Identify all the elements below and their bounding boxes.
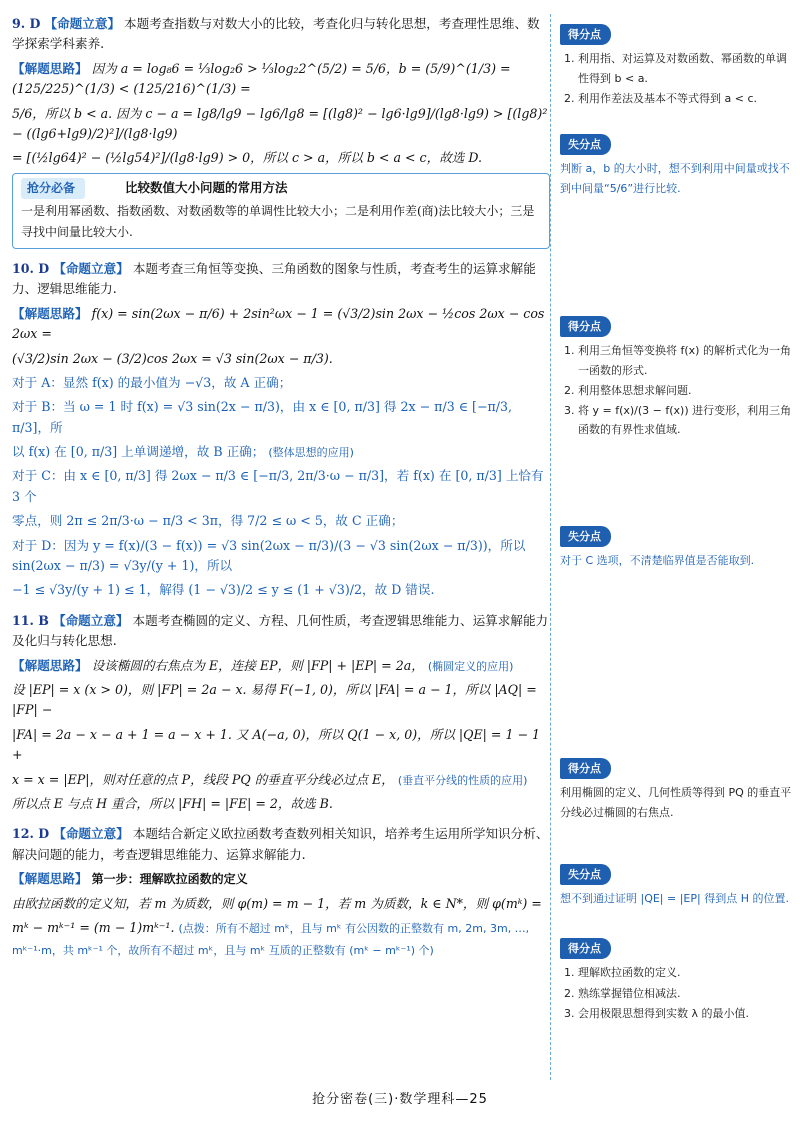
score-point-badge: 得分点 [560,938,611,959]
question-11 [12,611,550,815]
q10-option-d-1: 对于 D：因为 y = f(x)/(3 − f(x)) = √3 sin(2ωx − π/3)/(3 − √3 sin(2ωx − π/3))，所以 sin(2ωx − π/3) = √3y/(y + 1)，所以 [12,537,526,574]
q11-line-4: x = x = |EP|，则对任意的点 P，线段 PQ 的垂直平分线必过点 E， [12,771,394,787]
q10-option-b-1: 对于 B：当 ω = 1 时 f(x) = √3 sin(2x − π/3)，由 x ∈ [0, π/3] 得 2x − π/3 ∈ [−π/3, π/3]，所 [12,399,513,435]
q11-tag-solution: 【解题思路】 [12,657,88,673]
q10-option-d-2: −1 ≤ √3y/(y + 1) ≤ 1，解得 (1 − √3)/2 ≤ y ≤ (1 + √3)/2，故 D 错误. [12,582,435,598]
sidebar-q10-loss-text: 对于 C 选项，不清楚临界值是否能取到. [560,554,755,568]
sidebar-q12-score-item-1: 1. 理解欧拉函数的定义. [578,963,792,982]
solutions-column [12,14,550,970]
q11-line-1-note: (椭圆定义的应用) [427,659,514,673]
sidebar-q10-score [560,316,792,441]
q10-option-b-2: 以 f(x) 在 [0, π/3] 上单调递增，故 B 正确； [12,444,265,460]
q12-tag-intent: 【命题立意】 [53,826,129,842]
q10-tag-intent: 【命题立意】 [53,260,129,276]
loss-point-badge: 失分点 [560,864,611,885]
loss-point-badge: 失分点 [560,134,611,155]
sidebar-q11-loss [560,864,792,909]
sidebar-q12-score-item-2: 2. 熟练掌握错位相减法. [578,984,792,1003]
q9-tag-solution: 【解题思路】 [12,60,88,76]
question-9 [12,14,550,249]
tip-box-body: 一是利用幂函数、指数函数、对数函数等的单调性比较大小；二是利用作差(商)法比较大小；三是寻找中间量比较大小. [21,204,535,239]
sidebar-q9-loss [560,134,792,198]
q9-tag-intent: 【命题立意】 [44,16,121,31]
q10-line-1: f(x) = sin(2ωx − π/6) + 2sin²ωx − 1 = (√3/2)sin 2ωx − ½cos 2ωx − cos 2ωx = [12,305,545,342]
score-point-badge: 得分点 [560,24,611,45]
q10-intent: 本题考查三角恒等变换、三角函数的图象与性质，考查考生的运算求解能力、逻辑思维能力. [12,260,536,297]
page-footer: 抢分密卷(三)·数学理科—25 [312,1092,488,1107]
sidebar-q9-score-item-2: 2. 利用作差法及基本不等式得到 a < c. [578,89,792,108]
q12-line-1: 由欧拉函数的定义知，若 m 为质数，则 φ(m) = m − 1，若 m 为质数，k ∈ N*，则 φ(mᵏ) = [12,895,542,911]
sidebar-q10-score-item-2: 2. 利用整体思想求解问题. [578,381,792,400]
q12-number: 12. D [12,826,50,842]
q11-line-1: 设该椭圆的右焦点为 E，连接 EP，则 |FP| + |EP| = 2a， [91,657,424,673]
sidebar-q10-score-item-1: 1. 利用三角恒等变换将 f(x) 的解析式化为一角一函数的形式. [578,341,792,380]
q10-option-c-2: 零点，则 2π ≤ 2π/3·ω − π/3 < 3π，得 7/2 ≤ ω < 5，故 C 正确； [12,513,404,529]
q10-number: 10. D [12,260,50,276]
tip-box-label: 抢分必备 [21,178,85,199]
q11-number: 11. B [12,612,49,628]
q9-line-3: = [(½lg64)² − (½lg54)²]/(lg8·lg9) > 0，所以 c > a，所以 b < a < c，故选 D. [12,150,483,166]
question-12 [12,824,550,960]
q10-option-b-note: (整体思想的应用) [268,446,354,460]
q12-step-1: 第一步：理解欧拉函数的定义 [91,872,248,887]
q12-line-2-note: (点拨：所有不超过 mᵏ，且与 mᵏ 有公因数的正整数有 m, 2m, 3m, …, [178,921,530,935]
q10-line-2: (√3/2)sin 2ωx − (3/2)cos 2ωx = √3 sin(2ωx − π/3). [12,350,333,366]
q10-option-c-1: 对于 C：由 x ∈ [0, π/3] 得 2ωx − π/3 ∈ [−π/3, 2π/3·ω − π/3]，若 f(x) 在 [0, π/3] 上恰有 3 个 [12,468,544,504]
q12-intent: 本题结合新定义欧拉函数考查数列相关知识，培养考生运用所学知识分析、解决问题的能力，考查逻辑思维能力、运算求解能力. [12,826,549,862]
q9-intent: 本题考查指数与对数大小的比较，考查化归与转化思想，考查理性思维、数学探索学科素养. [12,16,540,52]
score-point-badge: 得分点 [560,316,611,337]
sidebar-q10-loss [560,526,792,571]
q10-option-a: 对于 A：显然 f(x) 的最小值为 −√3，故 A 正确； [12,374,292,390]
column-divider [550,14,551,1080]
sidebar-q12-score-item-3: 3. 会用极限思想得到实数 λ 的最小值. [578,1004,792,1023]
q12-line-2: mᵏ − mᵏ⁻¹ = (m − 1)mᵏ⁻¹. [12,919,175,935]
q11-line-5: 所以点 E 与点 H 重合，所以 |FH| = |FE| = 2，故选 B. [12,795,333,811]
q11-line-3: |FA| = 2a − x − a + 1 = a − x + 1. 又 A(−a, 0)，所以 Q(1 − x, 0)，所以 |QE| = 1 − 1 + [12,726,541,763]
sidebar-q10-score-item-3: 3. 将 y = f(x)/(3 − f(x)) 进行变形，利用三角函数的有界性求值域. [578,401,792,440]
q9-line-1: 因为 a = log₈6 = ⅓log₂6 > ⅓log₂2^(5/2) = 5/6，b = (5/9)^(1/3) = (125/225)^(1/3) < (125/216)^(1/3) = [12,60,511,97]
loss-point-badge: 失分点 [560,526,611,547]
tip-box-title: 比较数值大小问题的常用方法 [125,180,288,196]
q9-line-2: 5/6，所以 b < a. 因为 c − a = lg8/lg9 − lg6/lg8 = [(lg8)² − lg6·lg9]/(lg8·lg9) > [(lg8)² − ((lg6+lg9)/2)²]/(lg8·lg9) [12,105,548,141]
sidebar-q9-loss-text: 判断 a，b 的大小时，想不到利用中间量或找不到中间量“5/6”进行比较. [560,162,790,195]
q11-tag-intent: 【命题立意】 [52,612,129,628]
q9-tip-box [12,173,550,249]
sidebar-q9-score-item-1: 1. 利用指、对运算及对数函数、幂函数的单调性得到 b < a. [578,49,792,88]
q11-line-4-note: (垂直平分线的性质的应用) [397,773,528,787]
q10-tag-solution: 【解题思路】 [12,305,88,321]
question-10 [12,259,550,601]
sidebar-q9-score [560,24,792,109]
sidebar-q12-score [560,938,792,1024]
q12-tag-solution: 【解题思路】 [12,871,88,887]
sidebar-q11-loss-text: 想不到通过证明 |QE| = |EP| 得到点 H 的位置. [560,892,789,906]
score-point-badge: 得分点 [560,758,611,779]
q11-intent: 本题考查椭圆的定义、方程、几何性质，考查逻辑思维能力、运算求解能力及化归与转化思想. [12,612,549,649]
sidebar-q11-score-text: 利用椭圆的定义、几何性质等得到 PQ 的垂直平分线必过椭圆的右焦点. [560,786,792,819]
sidebar-q11-score [560,758,792,822]
q12-line-3-note: mᵏ⁻¹·m，共 mᵏ⁻¹ 个，故所有不超过 mᵏ，且与 mᵏ 互质的正整数有 (mᵏ − mᵏ⁻¹) 个) [12,944,434,958]
q11-line-2: 设 |EP| = x (x > 0)，则 |FP| = 2a − x. 易得 F(−1, 0)，所以 |FA| = a − 1，所以 |AQ| = |FP| − [12,681,537,718]
q9-number: 9. D [12,16,41,31]
